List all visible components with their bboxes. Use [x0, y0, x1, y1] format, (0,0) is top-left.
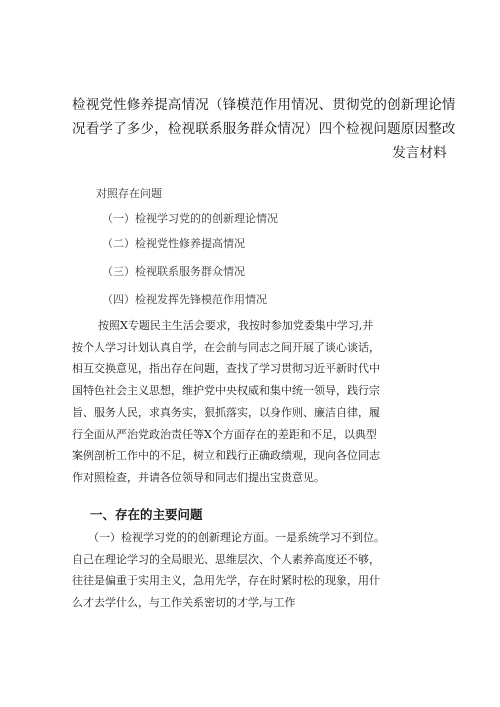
- intro-paragraph: [72, 315, 432, 489]
- title-line: 检视党性修养提高情况（锋模范作用情况、贯彻党的创新理论情: [72, 97, 456, 113]
- toc-item: （一）检视学习党的的创新理论情况: [102, 212, 278, 225]
- toc-item: （四）检视发挥先锋模范作用情况: [102, 293, 267, 306]
- toc-item: （二）检视党性修养提高情况: [102, 237, 245, 250]
- paragraph-line: 么才去学什么，与工作关系密切的才学,与工作: [72, 596, 296, 610]
- section-paragraph: [72, 527, 432, 614]
- paragraph-line: 按照X专题民主生活会要求，我按时参加党委集中学习,并: [98, 319, 374, 332]
- paragraph-line: 作对照检查，并请各位领导和同志们提出宝贵意见。: [72, 470, 325, 484]
- paragraph-line: 旨、服务人民，求真务实，狠抓落实，以身作则、廉洁自律，履: [72, 405, 380, 419]
- title-line: 发言材料: [392, 145, 447, 161]
- paragraph-line: 案例剖析工作中的不足，树立和践行正确政绩观，现向各位同志: [72, 449, 380, 463]
- paragraph-line: 自己在理论学习的全局眼光、思维层次、个人素养高度还不够，: [72, 552, 380, 566]
- toc-item: （三）检视联系服务群众情况: [102, 265, 245, 278]
- paragraph-line: 按个人学习计划认真自学，在会前与同志之间开展了谈心谈话，: [72, 340, 380, 354]
- section-heading: 一、存在的主要问题: [90, 507, 203, 522]
- paragraph-line: 往往是偏重于实用主义，急用先学，存在时紧时松的现象，用什: [72, 574, 380, 588]
- document-title: [72, 93, 456, 165]
- paragraph-line: 国特色社会主义思想，维护党中央权威和集中统一领导，践行宗: [72, 384, 380, 398]
- toc-heading: 对照存在问题: [96, 187, 162, 200]
- title-line: 况看学了多少，检视联系服务群众情况）四个检视问题原因整改: [72, 121, 456, 137]
- paragraph-line: 行全面从严治党政治责任等X个方面存在的差距和不足，以典型: [72, 427, 377, 441]
- paragraph-line: 相互交换意见，指出存在问题，查找了学习贯彻习近平新时代中: [72, 362, 380, 376]
- paragraph-line: （一）检视学习党的的创新理论方面。一是系统学习不到位。: [88, 531, 385, 544]
